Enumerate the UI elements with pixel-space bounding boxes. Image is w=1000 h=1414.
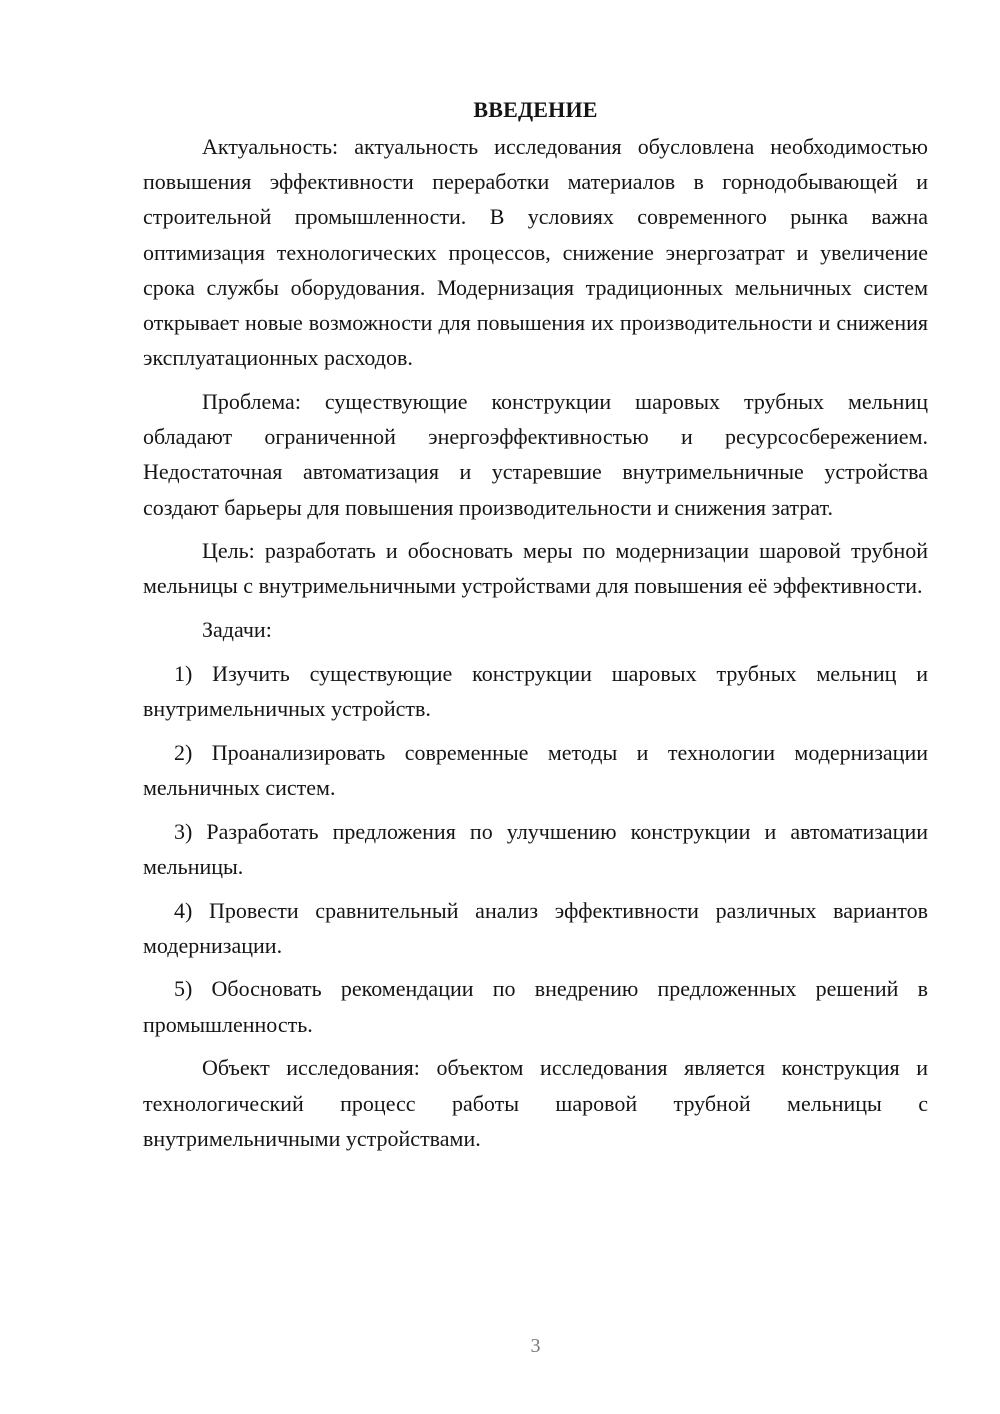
task-item-5: 5) Обосновать рекомендации по внедрению предложенных решений в промышленность. — [143, 976, 928, 1037]
object-paragraph: Объект исследования: объектом исследования является конструкция и технологический процесс работы шаровой трубной мельницы с внутримельничными устройствами. — [143, 1055, 928, 1151]
task-item-4: 4) Провести сравнительный анализ эффективности различных вариантов модернизации. — [143, 897, 928, 958]
goal-paragraph: Цель: разработать и обосновать меры по модернизации шаровой трубной мельницы с внутримельничными устройствами для повышения её эффективности. — [143, 538, 928, 599]
page-content — [143, 92, 928, 1164]
section-title: ВВЕДЕНИЕ — [473, 97, 598, 122]
tasks-heading: Задачи: — [202, 617, 272, 643]
relevance-paragraph: Актуальность: актуальность исследования обусловлена необходимостью повышения эффективности переработки материалов в горнодобывающей и строительной промышленности. В условиях современного рынка важна оптимизация технологических процессов, снижение энергозатрат и увеличение срока службы оборудования. Модернизация традиционных мельничных систем открывает новые возможности для повышения их производительности и снижения эксплуатационных расходов. — [143, 134, 928, 371]
task-item-3: 3) Разработать предложения по улучшению конструкции и автоматизации мельницы. — [143, 818, 928, 879]
task-item-1: 1) Изучить существующие конструкции шаровых трубных мельниц и внутримельничных устройств. — [143, 660, 928, 722]
page-number: 3 — [530, 1335, 541, 1357]
task-item-2: 2) Проанализировать современные методы и технологии модернизации мельничных систем. — [143, 739, 928, 800]
problem-paragraph: Проблема: существующие конструкции шаровых трубных мельниц обладают ограниченной энергоэффективностью и ресурсосбережением. Недостаточная автоматизация и устаревшие внутримельничные устройства создают барьеры для повышения производительности и снижения затрат. — [143, 388, 928, 520]
